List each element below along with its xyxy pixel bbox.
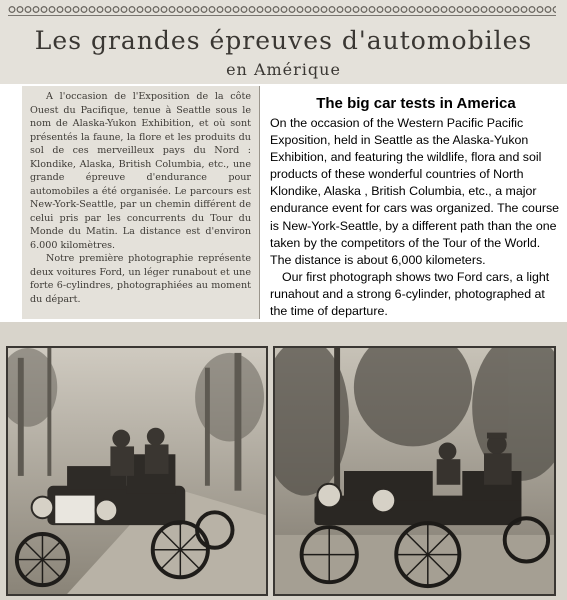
ornamental-border bbox=[8, 5, 556, 14]
original-paragraph: Notre première photographie représente deux voitures Ford, un léger runabout et une forte 6-cylindres, photographiées au moment du départ. bbox=[30, 253, 251, 305]
translation-paragraph: Our first photograph shows two Ford cars, a light runahout and a strong 6-cylinder, photographed at the time of departure. bbox=[270, 269, 550, 319]
ford-six-cylinder-photo bbox=[273, 346, 556, 596]
original-french-text bbox=[22, 86, 260, 319]
original-paragraph: A l'occasion de l'Exposition de la côte Ouest du Pacifique, tenue à Seattle sous le nom de Alaska-Yukon Exhibition, et où sont présentés la faune, la flore et les produits du sol de ces merveilleux pays du Nord : Klondike, Alaska, British Columbia, etc., une grande épreuve d'endurance pour automobiles a été organisée. Le parcours est New-York-Seattle, par un chemin différent de celui pris par les concurrents du Tour du Monde du Matin. La distance est d'environ 6.000 kilomètres. bbox=[30, 91, 251, 251]
translation-heading: The big car tests in America bbox=[316, 95, 516, 112]
english-translation bbox=[270, 95, 562, 320]
ford-runabout-photo bbox=[6, 346, 268, 596]
article-title: Les grandes épreuves d'automobiles bbox=[34, 26, 533, 55]
article-header bbox=[0, 0, 567, 84]
header-rule bbox=[8, 15, 556, 16]
translation-paragraph: On the occasion of the Western Pacific Pacific Exposition, held in Seattle as the Alaska-Yukon Exhibition, and featuring the wildlife, flora and soil products of these wonderful countries of North Klondike, Alaska , British Columbia, etc., a major endurance event for cars was organized. The course is New-York-Seattle, by a different path than the one taken by the competitors of the Tour of the World. The distance is about 6,000 kilometers. bbox=[270, 116, 560, 267]
article-subtitle: en Amérique bbox=[226, 60, 341, 79]
photo-section bbox=[0, 322, 567, 600]
